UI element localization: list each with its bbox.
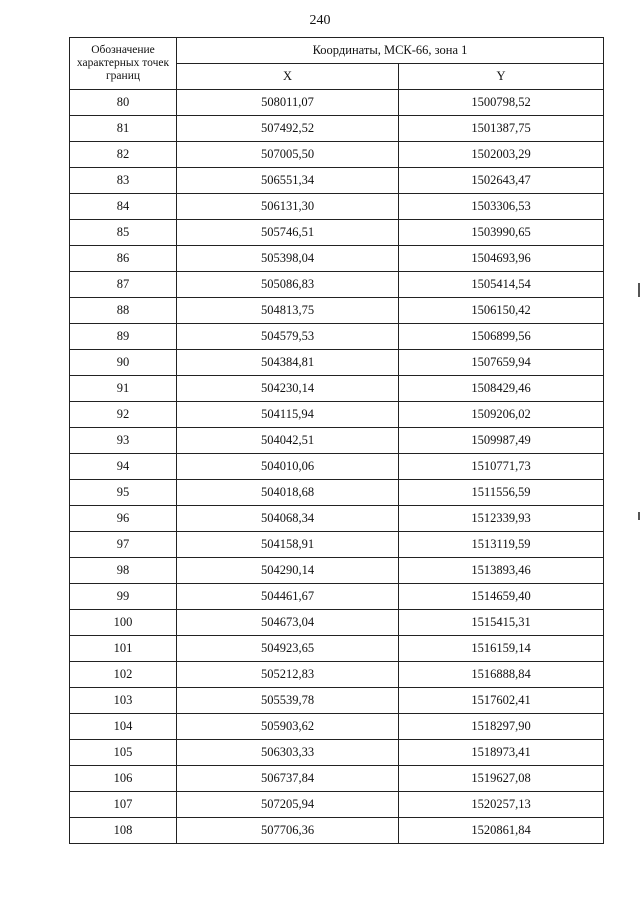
point-cell: 99	[70, 584, 177, 610]
y-coordinate-cell: 1505414,54	[399, 272, 604, 298]
coordinates-table	[69, 37, 604, 844]
page-number: 240	[309, 13, 331, 28]
x-coordinate-cell: 504010,06	[177, 454, 399, 480]
point-cell: 82	[70, 142, 177, 168]
y-coordinate-cell: 1520861,84	[399, 818, 604, 844]
y-coordinate-cell: 1516159,14	[399, 636, 604, 662]
x-coordinate-cell: 504018,68	[177, 480, 399, 506]
y-coordinate-cell: 1504693,96	[399, 246, 604, 272]
table-row	[70, 350, 604, 376]
y-coordinate-cell: 1503990,65	[399, 220, 604, 246]
point-cell: 101	[70, 636, 177, 662]
x-coordinate-cell: 505212,83	[177, 662, 399, 688]
table-row	[70, 116, 604, 142]
y-coordinate-cell: 1503306,53	[399, 194, 604, 220]
x-coordinate-cell: 507706,36	[177, 818, 399, 844]
x-coordinate-cell: 506303,33	[177, 740, 399, 766]
y-coordinate-cell: 1513119,59	[399, 532, 604, 558]
table-row	[70, 480, 604, 506]
point-cell: 96	[70, 506, 177, 532]
table-row	[70, 506, 604, 532]
table-row	[70, 298, 604, 324]
x-coordinate-cell: 504115,94	[177, 402, 399, 428]
point-cell: 102	[70, 662, 177, 688]
x-coordinate-cell: 504042,51	[177, 428, 399, 454]
x-coordinate-cell: 506737,84	[177, 766, 399, 792]
x-coordinate-cell: 505746,51	[177, 220, 399, 246]
point-cell: 95	[70, 480, 177, 506]
y-coordinate-cell: 1501387,75	[399, 116, 604, 142]
point-cell: 97	[70, 532, 177, 558]
table-row	[70, 584, 604, 610]
point-cell: 81	[70, 116, 177, 142]
x-coordinate-cell: 504290,14	[177, 558, 399, 584]
table-header	[70, 38, 604, 90]
x-coordinate-cell: 507005,50	[177, 142, 399, 168]
x-coordinate-cell: 504813,75	[177, 298, 399, 324]
y-coordinate-cell: 1509987,49	[399, 428, 604, 454]
point-cell: 98	[70, 558, 177, 584]
y-coordinate-cell: 1509206,02	[399, 402, 604, 428]
y-coordinate-cell: 1513893,46	[399, 558, 604, 584]
x-coordinate-cell: 504230,14	[177, 376, 399, 402]
coordinates-system-header: Координаты, МСК-66, зона 1	[177, 38, 604, 64]
point-cell: 83	[70, 168, 177, 194]
x-coordinate-cell: 505086,83	[177, 272, 399, 298]
table-row	[70, 168, 604, 194]
y-coordinate-cell: 1500798,52	[399, 90, 604, 116]
table-row	[70, 740, 604, 766]
y-coordinate-cell: 1511556,59	[399, 480, 604, 506]
x-coordinate-cell: 506131,30	[177, 194, 399, 220]
point-cell: 106	[70, 766, 177, 792]
table-row	[70, 688, 604, 714]
table-row	[70, 454, 604, 480]
table-row	[70, 636, 604, 662]
y-coordinate-cell: 1510771,73	[399, 454, 604, 480]
y-coordinate-cell: 1516888,84	[399, 662, 604, 688]
table-row	[70, 376, 604, 402]
point-cell: 85	[70, 220, 177, 246]
y-coordinate-cell: 1514659,40	[399, 584, 604, 610]
point-cell: 103	[70, 688, 177, 714]
point-cell: 94	[70, 454, 177, 480]
x-coordinate-cell: 505398,04	[177, 246, 399, 272]
y-coordinate-cell: 1506150,42	[399, 298, 604, 324]
table-row	[70, 142, 604, 168]
y-coordinate-cell: 1508429,46	[399, 376, 604, 402]
y-coordinate-cell: 1517602,41	[399, 688, 604, 714]
x-coordinate-cell: 508011,07	[177, 90, 399, 116]
x-coordinate-cell: 507492,52	[177, 116, 399, 142]
table-row	[70, 766, 604, 792]
y-coordinate-cell: 1502003,29	[399, 142, 604, 168]
y-coordinate-cell: 1519627,08	[399, 766, 604, 792]
table-row	[70, 272, 604, 298]
point-cell: 86	[70, 246, 177, 272]
table-row	[70, 558, 604, 584]
x-coordinate-cell: 507205,94	[177, 792, 399, 818]
y-coordinate-cell: 1502643,47	[399, 168, 604, 194]
table-row	[70, 324, 604, 350]
y-coordinate-cell: 1518297,90	[399, 714, 604, 740]
x-coordinate-cell: 504579,53	[177, 324, 399, 350]
point-cell: 93	[70, 428, 177, 454]
x-coordinate-cell: 504461,67	[177, 584, 399, 610]
point-cell: 90	[70, 350, 177, 376]
table-row	[70, 532, 604, 558]
table-row	[70, 246, 604, 272]
x-coordinate-cell: 504158,91	[177, 532, 399, 558]
y-coordinate-cell: 1518973,41	[399, 740, 604, 766]
point-cell: 107	[70, 792, 177, 818]
table-row	[70, 428, 604, 454]
point-cell: 108	[70, 818, 177, 844]
table-row	[70, 662, 604, 688]
point-cell: 87	[70, 272, 177, 298]
point-column-header: Обозначение характерных точек границ	[70, 38, 177, 90]
point-cell: 84	[70, 194, 177, 220]
point-cell: 105	[70, 740, 177, 766]
table-row	[70, 792, 604, 818]
point-cell: 80	[70, 90, 177, 116]
y-column-header: Y	[399, 64, 604, 90]
point-cell: 88	[70, 298, 177, 324]
point-cell: 91	[70, 376, 177, 402]
y-coordinate-cell: 1520257,13	[399, 792, 604, 818]
x-coordinate-cell: 505903,62	[177, 714, 399, 740]
table-row	[70, 714, 604, 740]
table-body	[70, 90, 604, 844]
y-coordinate-cell: 1512339,93	[399, 506, 604, 532]
point-cell: 89	[70, 324, 177, 350]
y-coordinate-cell: 1506899,56	[399, 324, 604, 350]
y-coordinate-cell: 1507659,94	[399, 350, 604, 376]
x-coordinate-cell: 504673,04	[177, 610, 399, 636]
point-cell: 104	[70, 714, 177, 740]
table-row	[70, 818, 604, 844]
table-row	[70, 220, 604, 246]
x-coordinate-cell: 504923,65	[177, 636, 399, 662]
table-row	[70, 194, 604, 220]
table-row	[70, 402, 604, 428]
table-row	[70, 610, 604, 636]
x-coordinate-cell: 505539,78	[177, 688, 399, 714]
x-coordinate-cell: 504384,81	[177, 350, 399, 376]
x-column-header: X	[177, 64, 399, 90]
x-coordinate-cell: 504068,34	[177, 506, 399, 532]
x-coordinate-cell: 506551,34	[177, 168, 399, 194]
point-cell: 92	[70, 402, 177, 428]
y-coordinate-cell: 1515415,31	[399, 610, 604, 636]
point-cell: 100	[70, 610, 177, 636]
table-row	[70, 90, 604, 116]
